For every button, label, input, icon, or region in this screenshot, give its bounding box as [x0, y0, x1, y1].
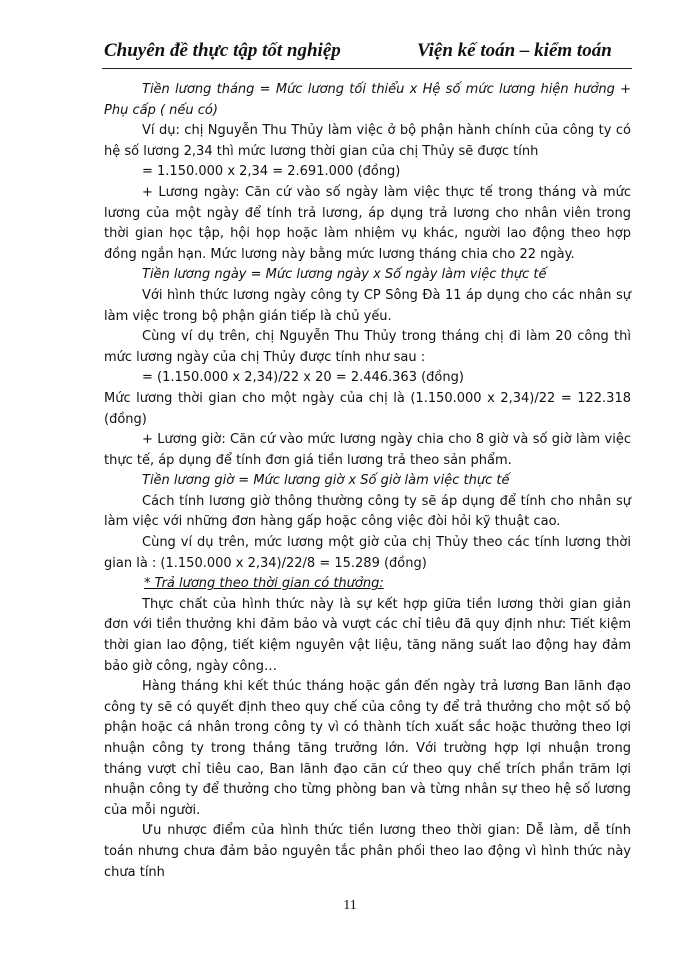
body-text — [104, 80, 631, 883]
paragraph: Thực chất của hình thức này là sự kết hợp giữa tiền lương thời gian giản đơn với tiền thưởng khi đảm bảo và vượt các chỉ tiêu đã quy định như: Tiết kiệm thời gian lao động, tiết kiệm nguyên vật liệu, tăng năng suất lao động hay đảm bảo giờ công, ngày công… — [104, 596, 631, 674]
subheading-text: * Trả lương theo thời gian có thưởng: — [144, 576, 384, 592]
calculation: = 1.150.000 x 2,34 = 2.691.000 (đồng) — [142, 164, 401, 180]
section-subheading — [104, 574, 631, 595]
paragraph: Cùng ví dụ trên, chị Nguyễn Thu Thủy trong tháng chị đi làm 20 công thì mức lương ngày của chị Thủy được tính như sau : — [104, 329, 631, 365]
paragraph: + Lương ngày: Căn cứ vào số ngày làm việc thực tế trong tháng và mức lương của một ngày để tính trả lương, áp dụng trả lương cho nhân viên trong thời gian học tập, hội họp hoặc làm nhiệm vụ khác, người lao động theo hợp đồng ngắn hạn. Mức lương này bằng mức lương tháng chia cho 22 ngày. — [104, 184, 631, 262]
paragraph: Ví dụ: chị Nguyễn Thu Thủy làm việc ở bộ phận hành chính của công ty có hệ số lương 2,34 thì mức lương thời gian của chị Thủy sẽ được tính — [104, 123, 631, 159]
header-divider — [102, 68, 632, 69]
paragraph: Cùng ví dụ trên, mức lương một giờ của chị Thủy theo các tính lương thời gian là : (1.150.000 x 2,34)/22/8 = 15.289 (đồng) — [104, 535, 631, 571]
paragraph: Mức lương thời gian cho một ngày của chị là (1.150.000 x 2,34)/22 = 122.318 (đồng) — [104, 390, 631, 427]
page-number: 11 — [343, 898, 357, 913]
paragraph: Với hình thức lương ngày công ty CP Sông Đà 11 áp dụng cho các nhân sự làm việc trong bộ phận gián tiếp là chủ yếu. — [104, 287, 631, 324]
paragraph: Hàng tháng khi kết thúc tháng hoặc gần đến ngày trả lương Ban lãnh đạo công ty sẽ có quyết định theo quy chế của công ty để trả thưởng cho một số bộ phận hoặc cá nhân trong công ty vì có thành tích xuất sắc hoặc thưởng theo lợi nhuận công ty trong tháng tăng trưởng lớn. Với trường hợp lợi nhuận trong tháng vượt chỉ tiêu cao, Ban lãnh đạo căn cứ theo quy chế trích phần trăm lợi nhuận công ty để thưởng cho từng phòng ban và từng nhân sự theo hệ số lương của mỗi người. — [104, 679, 631, 818]
formula-monthly-salary: Tiền lương tháng = Mức lương tối thiểu x Hệ số mức lương hiện hưởng + Phụ cấp ( nếu có) — [104, 82, 631, 118]
paragraph: Ưu nhược điểm của hình thức tiền lương theo thời gian: Dễ làm, dễ tính toán nhưng chưa đảm bảo nguyên tắc phân phối theo lao động vì hình thức này chưa tính — [104, 823, 631, 880]
paragraph: + Lương giờ: Căn cứ vào mức lương ngày chia cho 8 giờ và số giờ làm việc thực tế, áp dụng để tính đơn giá tiền lương trả theo sản phẩm. — [104, 432, 631, 468]
paragraph: Cách tính lương giờ thông thường công ty sẽ áp dụng để tính cho nhân sự làm việc với những đơn hàng gấp hoặc công việc đòi hỏi kỹ thuật cao. — [104, 493, 631, 530]
header-left-title: Chuyên đề thực tập tốt nghiệp — [104, 40, 341, 61]
formula-hourly-salary: Tiền lương giờ = Mức lương giờ x Số giờ làm việc thực tế — [142, 473, 510, 489]
header-right-title: Viện kế toán – kiểm toán — [417, 40, 612, 61]
formula-daily-salary: Tiền lương ngày = Mức lương ngày x Số ngày làm việc thực tế — [142, 267, 547, 283]
calculation: = (1.150.000 x 2,34)/22 x 20 = 2.446.363 (đồng) — [142, 370, 464, 386]
